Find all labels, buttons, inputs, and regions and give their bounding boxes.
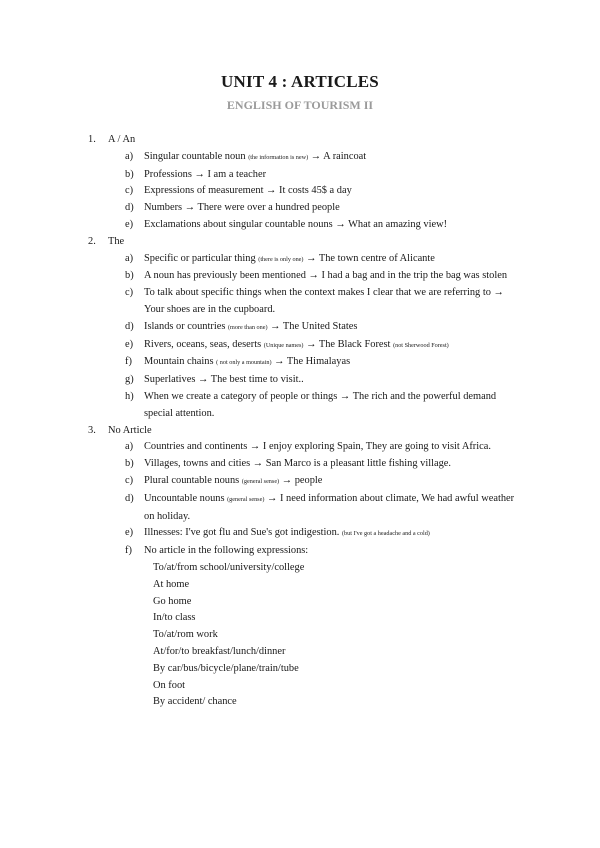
item-text: Superlatives → The best time to visit.. [144,374,304,386]
item-letter: c) [125,185,134,197]
page-subtitle: ENGLISH OF TOURISM II [226,98,374,112]
item-text: Exclamations about singular countable nouns → What an amazing view! [144,218,448,230]
item-note: (not Sherwood Forest) [393,341,449,349]
list-item [84,285,524,319]
section-heading [84,423,524,440]
section-heading [84,234,524,251]
list-item [84,439,524,456]
item-note: (there is only one) [258,255,304,263]
item-letter: a) [125,252,134,264]
item-text: Islands or countries [144,320,226,332]
item-letter: e) [125,338,134,350]
expression-item: At/for/to breakfast/lunch/dinner [153,645,286,657]
list-item [84,456,524,473]
list-item [84,337,524,355]
section-label: No Article [108,424,152,436]
item-text: Plural countable nouns [144,474,240,486]
item-note: (the information is new) [248,153,309,161]
item-text: Rivers, oceans, seas, deserts [144,338,262,350]
expression-item: By accident/ chance [153,696,237,708]
list-item [84,354,524,372]
list-item [84,167,524,184]
item-rest: → The town centre of Alicante [306,252,435,264]
item-rest: → The United States [270,320,358,332]
item-note: (general sense) [227,495,265,503]
item-text: Villages, towns and cities → San Marco is a pleasant little fishing village. [144,458,451,470]
list-item [84,217,524,234]
list-item [84,525,524,543]
item-note: (more than one) [227,323,268,331]
expression-item: Go home [153,595,192,607]
section-label: A / An [108,134,136,145]
item-text: Professions → I am a teacher [144,168,267,180]
section-label: The [108,235,125,247]
item-text: When we create a category of people or things → The rich and the powerful demand special attention. [144,390,497,419]
item-text: Specific or particular thing [144,252,256,264]
page-title: UNIT 4 : ARTICLES [221,72,379,91]
list-item [84,251,524,269]
expression-item: To/at/rom work [153,629,218,641]
item-rest: → people [281,474,323,486]
item-letter: b) [125,458,134,470]
item-rest: → The Black Forest [306,338,391,350]
list-item [84,491,524,526]
list-item [84,319,524,337]
item-text: Illnesses: I've got flu and Sue's got indigestion. [144,527,340,539]
expression-item: By car/bus/bicycle/plane/train/tube [153,662,299,674]
section-heading [84,132,524,149]
expression-item: At home [153,578,190,590]
item-note: (but I've got a headache and a cold) [341,530,430,538]
list-item [84,372,524,389]
list-item [84,473,524,491]
item-letter: a) [125,441,134,453]
item-letter: e) [125,527,134,539]
item-note: ( not only a mountain) [216,359,272,367]
item-letter: c) [125,287,134,299]
list-item [84,543,524,560]
list-item [84,183,524,200]
item-rest: → I need information about climate, We had awful weather on holiday. [144,492,515,522]
item-letter: e) [125,218,134,230]
list-item [84,389,524,423]
expression-item: On foot [153,679,186,691]
item-letter: d) [125,202,134,214]
item-rest: → The Himalayas [274,356,351,368]
document-content [84,132,524,711]
item-letter: a) [125,150,134,162]
item-text: Numbers → There were over a hundred people [144,202,340,214]
item-text: No article in the following expressions: [144,545,309,557]
item-letter: d) [125,320,134,332]
section-number: 1. [88,134,96,145]
item-text: Countries and continents → I enjoy exploring Spain, They are going to visit Africa. [144,441,491,453]
item-text: Singular countable noun [144,150,246,162]
item-text: To talk about specific things when the context makes I clear that we are referring to → Your shoes are in the cupboard. [144,287,504,315]
list-item [84,268,524,285]
item-text: Mountain chains [144,356,214,368]
item-letter: f) [125,545,132,557]
list-item [84,200,524,217]
item-text: Expressions of measurement → It costs 45$ a day [144,185,352,197]
item-letter: b) [125,270,134,282]
section-number: 3. [88,424,96,436]
item-letter: g) [125,374,134,386]
item-text: A noun has previously been mentioned → I had a bag and in the trip the bag was stolen [144,270,508,282]
list-item [84,149,524,167]
expression-item: To/at/from school/university/college [153,561,305,573]
item-note: (Unique names) [263,341,304,349]
item-letter: f) [125,356,132,368]
item-letter: b) [125,168,134,180]
item-letter: c) [125,474,134,486]
item-letter: h) [125,390,134,402]
item-text: Uncountable nouns [144,492,225,504]
item-note: (general sense) [241,477,280,485]
item-letter: d) [125,492,134,504]
section-number: 2. [88,235,96,247]
item-rest: → A raincoat [310,150,367,162]
expression-item: In/to class [153,612,196,624]
